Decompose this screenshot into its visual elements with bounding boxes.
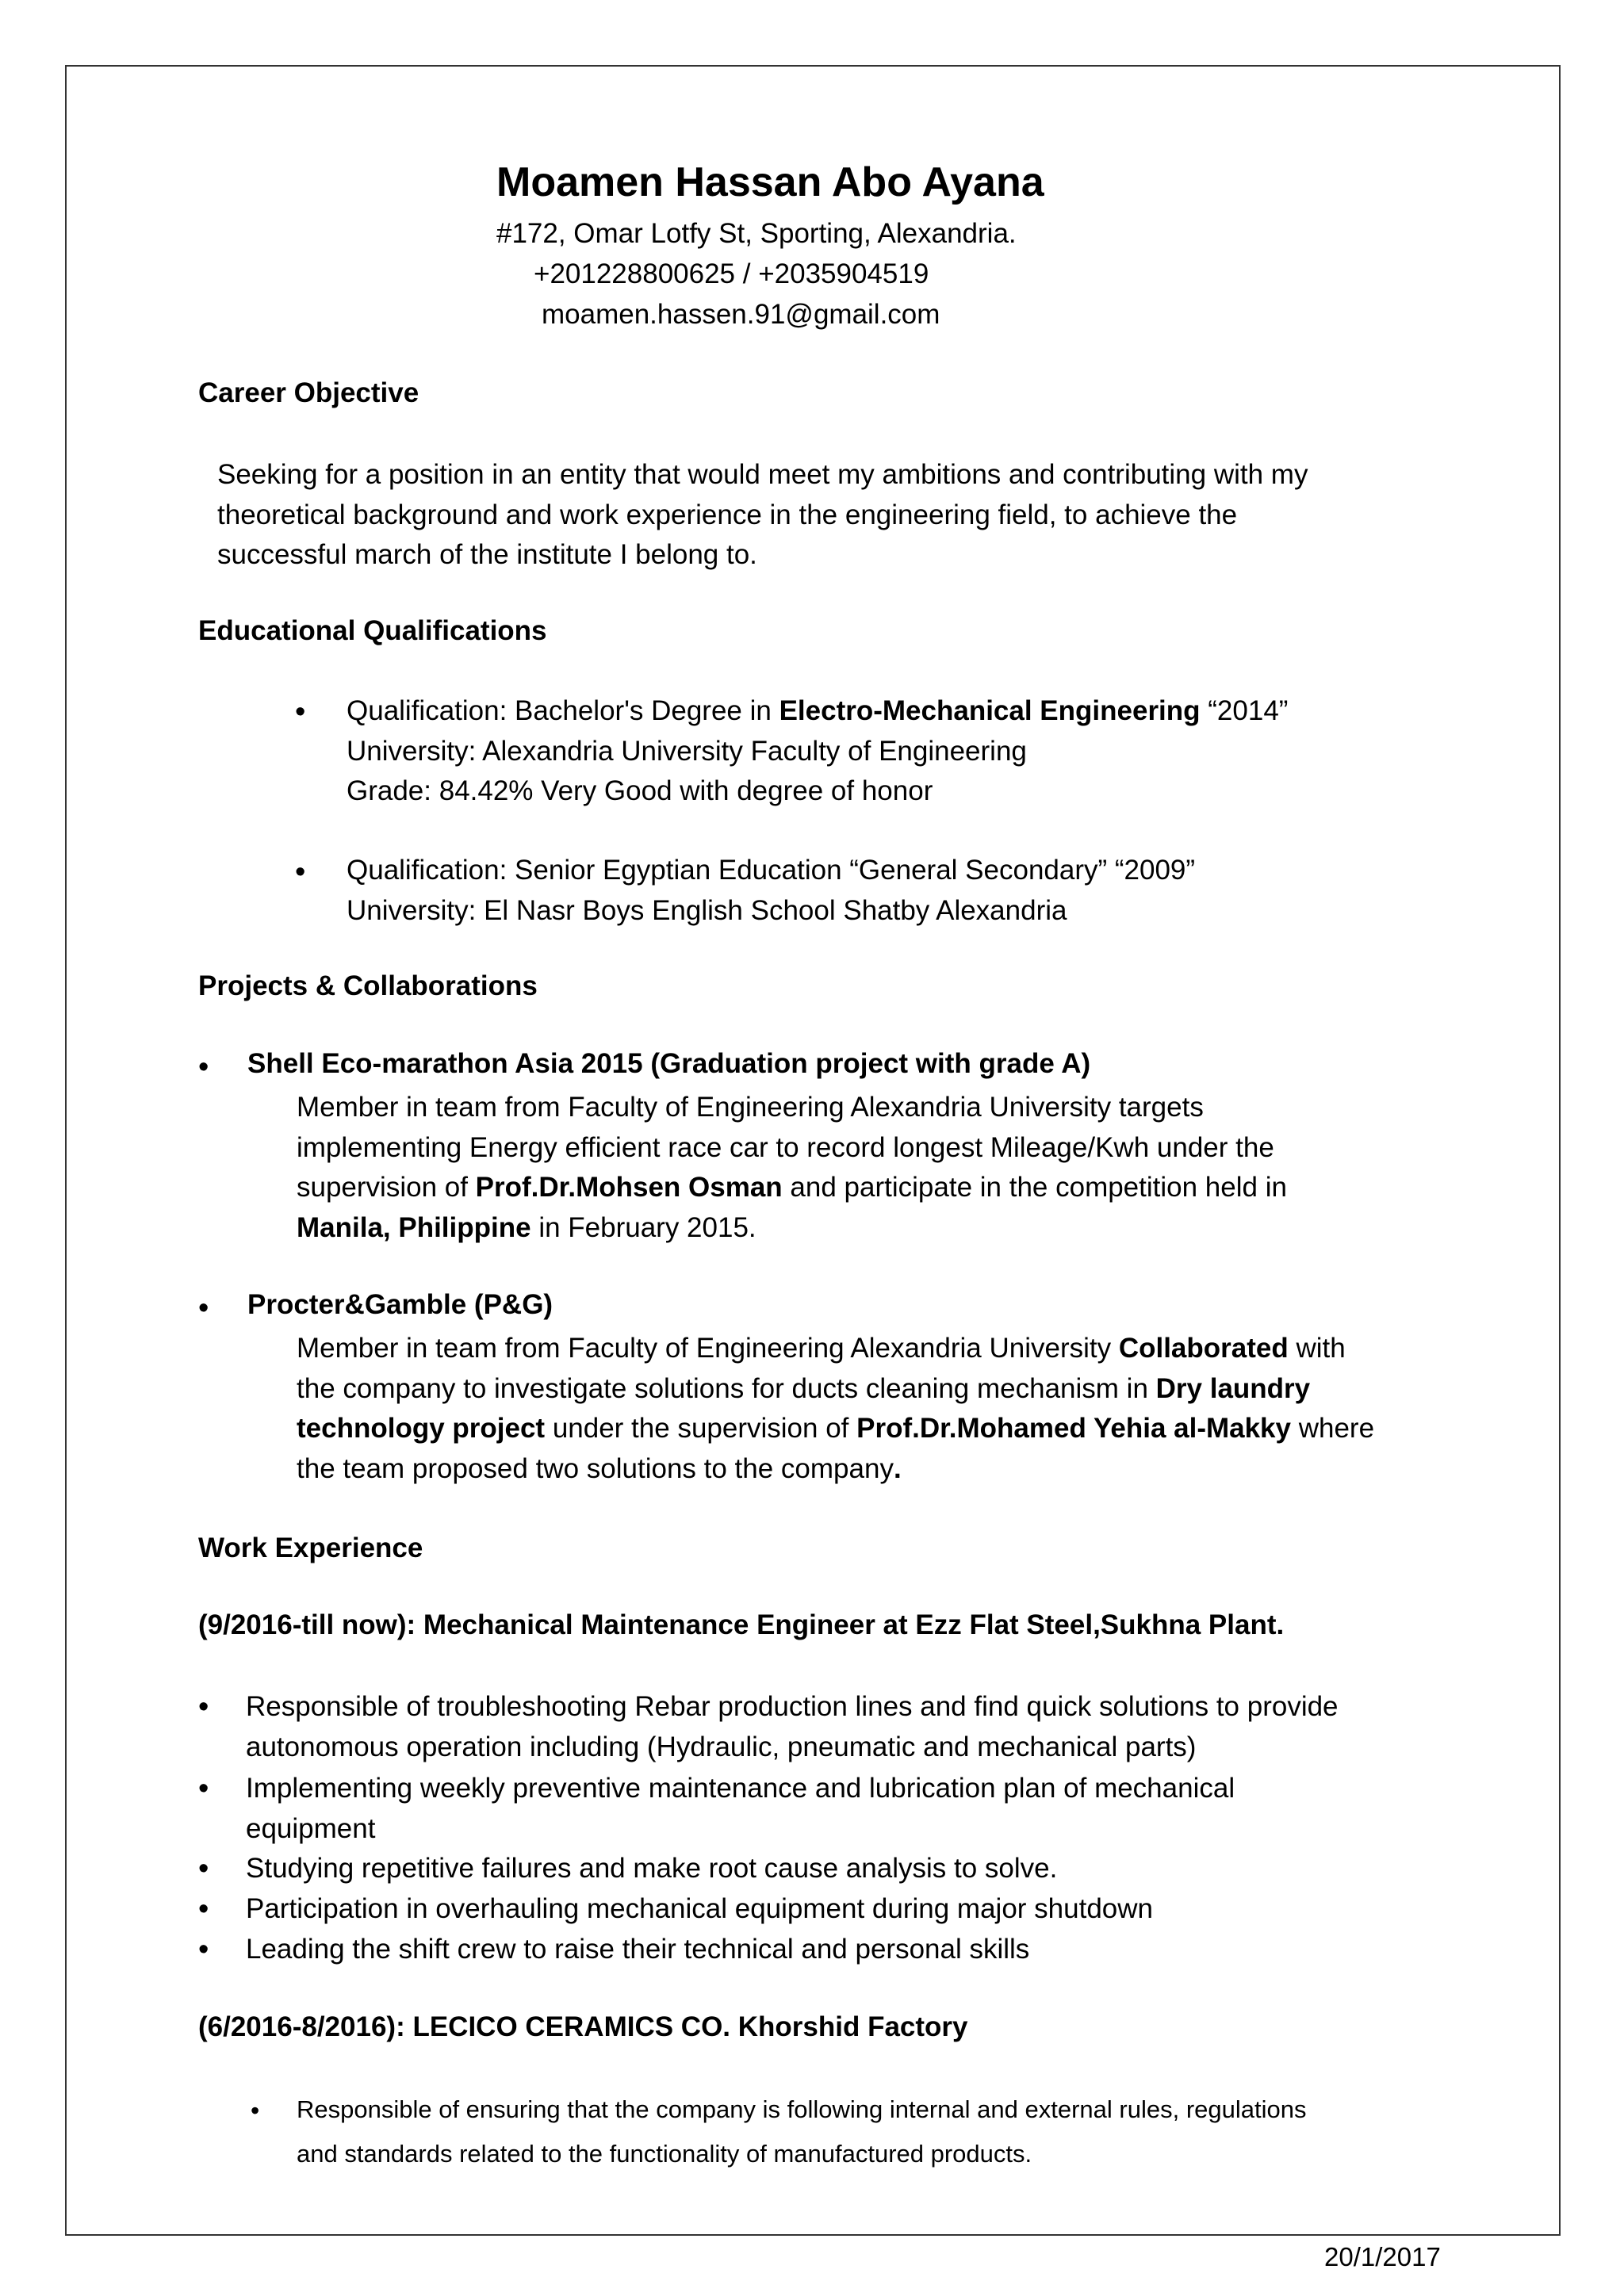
job-title: (6/2016-8/2016): LECICO CERAMICS CO. Khorshid Factory [198, 2011, 968, 2042]
job-duty: Participation in overhauling mechanical equipment during major shutdown [246, 1893, 1153, 1924]
project-title: Procter&Gamble (P&G) [247, 1289, 553, 1320]
work-heading: Work Experience [198, 1533, 423, 1563]
career-line: Seeking for a position in an entity that would meet my ambitions and contributing with my [217, 459, 1308, 490]
bullet: • [295, 695, 306, 729]
qualification: Qualification: Senior Egyptian Education “General Secondary” “2009” [347, 855, 1196, 886]
career-objective-heading: Career Objective [198, 377, 419, 408]
bullet: • [198, 1933, 209, 1966]
projects-heading: Projects & Collaborations [198, 970, 538, 1001]
education-heading: Educational Qualifications [198, 615, 547, 646]
bullet: • [198, 1292, 209, 1325]
career-line: successful march of the institute I belong to. [217, 539, 757, 570]
phone-numbers: +201228800625 / +2035904519 [534, 258, 929, 289]
qualification: Qualification: Bachelor's Degree in Electro-Mechanical Engineering “2014” [347, 695, 1289, 726]
career-line: theoretical background and work experience in the engineering field, to achieve the [217, 499, 1238, 530]
university: University: Alexandria University Faculty of Engineering [347, 735, 1027, 767]
job-duty: Leading the shift crew to raise their technical and personal skills [246, 1934, 1030, 1965]
bullet: • [198, 1772, 209, 1805]
project-description: Member in team from Faculty of Engineering Alexandria University Collaborated with the company to investigate solutions for ducts cleaning mechanism in Dry laundry technology project under the supervision of Prof.Dr.Mohamed Yehia al-Makky where the team proposed two solutions to the company. [297, 1333, 1375, 1484]
project-description: Member in team from Faculty of Engineering Alexandria University targets implementing Energy efficient race car to record longest Mileage/Kwh under the supervision of Prof.Dr.Mohsen Osman and participate in the competition held in Manila, Philippine in February 2015. [297, 1092, 1287, 1243]
email: moamen.hassen.91@gmail.com [542, 299, 940, 330]
university: University: El Nasr Boys English School Shatby Alexandria [347, 894, 1067, 926]
bullet: • [251, 2096, 260, 2125]
address: #172, Omar Lotfy St, Sporting, Alexandria. [496, 218, 1017, 249]
job-duty: Responsible of ensuring that the company is following internal and external rules, regulations and standards related to the functionality of manufactured products. [297, 2095, 1307, 2168]
bullet: • [198, 1892, 209, 1926]
project-title: Shell Eco-marathon Asia 2015 (Graduation project with grade A) [247, 1048, 1091, 1079]
job-title: (9/2016-till now): Mechanical Maintenance Engineer at Ezz Flat Steel,Sukhna Plant. [198, 1609, 1285, 1640]
job-duty: Responsible of troubleshooting Rebar production lines and find quick solutions to provide autonomous operation including (Hydraulic, pneumatic and mechanical parts) [246, 1691, 1339, 1762]
bullet: • [198, 1050, 209, 1084]
bullet: • [295, 855, 306, 889]
document-date: 20/1/2017 [1324, 2242, 1441, 2271]
education-item [347, 851, 1195, 931]
education-item [347, 691, 1288, 812]
bullet: • [198, 1690, 209, 1724]
career-objective-text [217, 455, 1308, 576]
candidate-name: Moamen Hassan Abo Ayana [496, 159, 1044, 205]
bullet: • [198, 1852, 209, 1885]
job-duty: Implementing weekly preventive maintenance and lubrication plan of mechanical equipment [246, 1773, 1235, 1844]
grade: Grade: 84.42% Very Good with degree of honor [347, 775, 933, 806]
job-duty: Studying repetitive failures and make root cause analysis to solve. [246, 1853, 1058, 1884]
